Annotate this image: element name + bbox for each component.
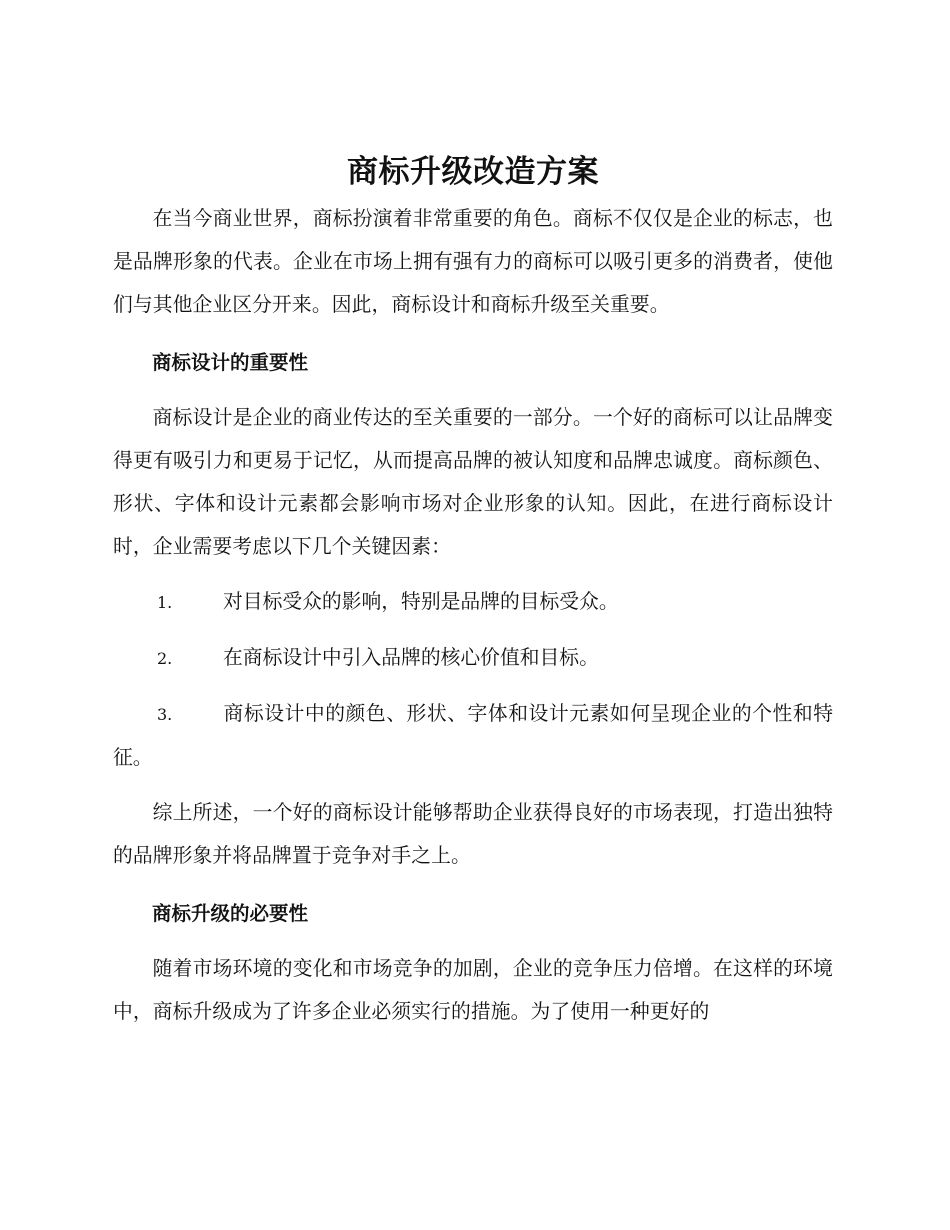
design-importance-paragraph: 商标设计是企业的商业传达的至关重要的一部分。一个好的商标可以让品牌变得更有吸引力和更易于记忆，从而提高品牌的被认知度和品牌忠诚度。商标颜色、形状、字体和设计元素都会影响市场对企业形象的认知。因此，在进行商标设计时，企业需要考虑以下几个关键因素： xyxy=(113,406,833,558)
upgrade-necessity-paragraph: 随着市场环境的变化和市场竞争的加剧，企业的竞争压力倍增。在这样的环境中，商标升级成为了许多企业必须实行的措施。为了使用一种更好的 xyxy=(113,957,833,1023)
list-item xyxy=(113,580,833,624)
key-factors-list xyxy=(113,580,833,779)
list-text: 对目标受众的影响，特别是品牌的目标受众。 xyxy=(223,590,619,613)
list-number: 2. xyxy=(157,649,173,668)
list-item xyxy=(113,692,833,779)
document-title: 商标升级改造方案 xyxy=(347,154,599,190)
document-page xyxy=(113,150,833,1033)
summary-paragraph: 综上所述，一个好的商标设计能够帮助企业获得良好的市场表现，打造出独特的品牌形象并将品牌置于竞争对手之上。 xyxy=(113,801,833,867)
list-text: 商标设计中的颜色、形状、字体和设计元素如何呈现企业的个性和特征。 xyxy=(113,702,833,769)
list-number: 3. xyxy=(157,705,173,724)
section-heading-upgrade-necessity: 商标升级的必要性 xyxy=(152,902,309,925)
list-number: 1. xyxy=(157,593,173,612)
list-item xyxy=(113,636,833,680)
intro-paragraph: 在当今商业世界，商标扮演着非常重要的角色。商标不仅仅是企业的标志，也是品牌形象的代表。企业在市场上拥有强有力的商标可以吸引更多的消费者，使他们与其他企业区分开来。因此，商标设计和商标升级至关重要。 xyxy=(113,207,833,316)
list-text: 在商标设计中引入品牌的核心价值和目标。 xyxy=(223,646,599,669)
section-heading-design-importance: 商标设计的重要性 xyxy=(152,351,309,374)
